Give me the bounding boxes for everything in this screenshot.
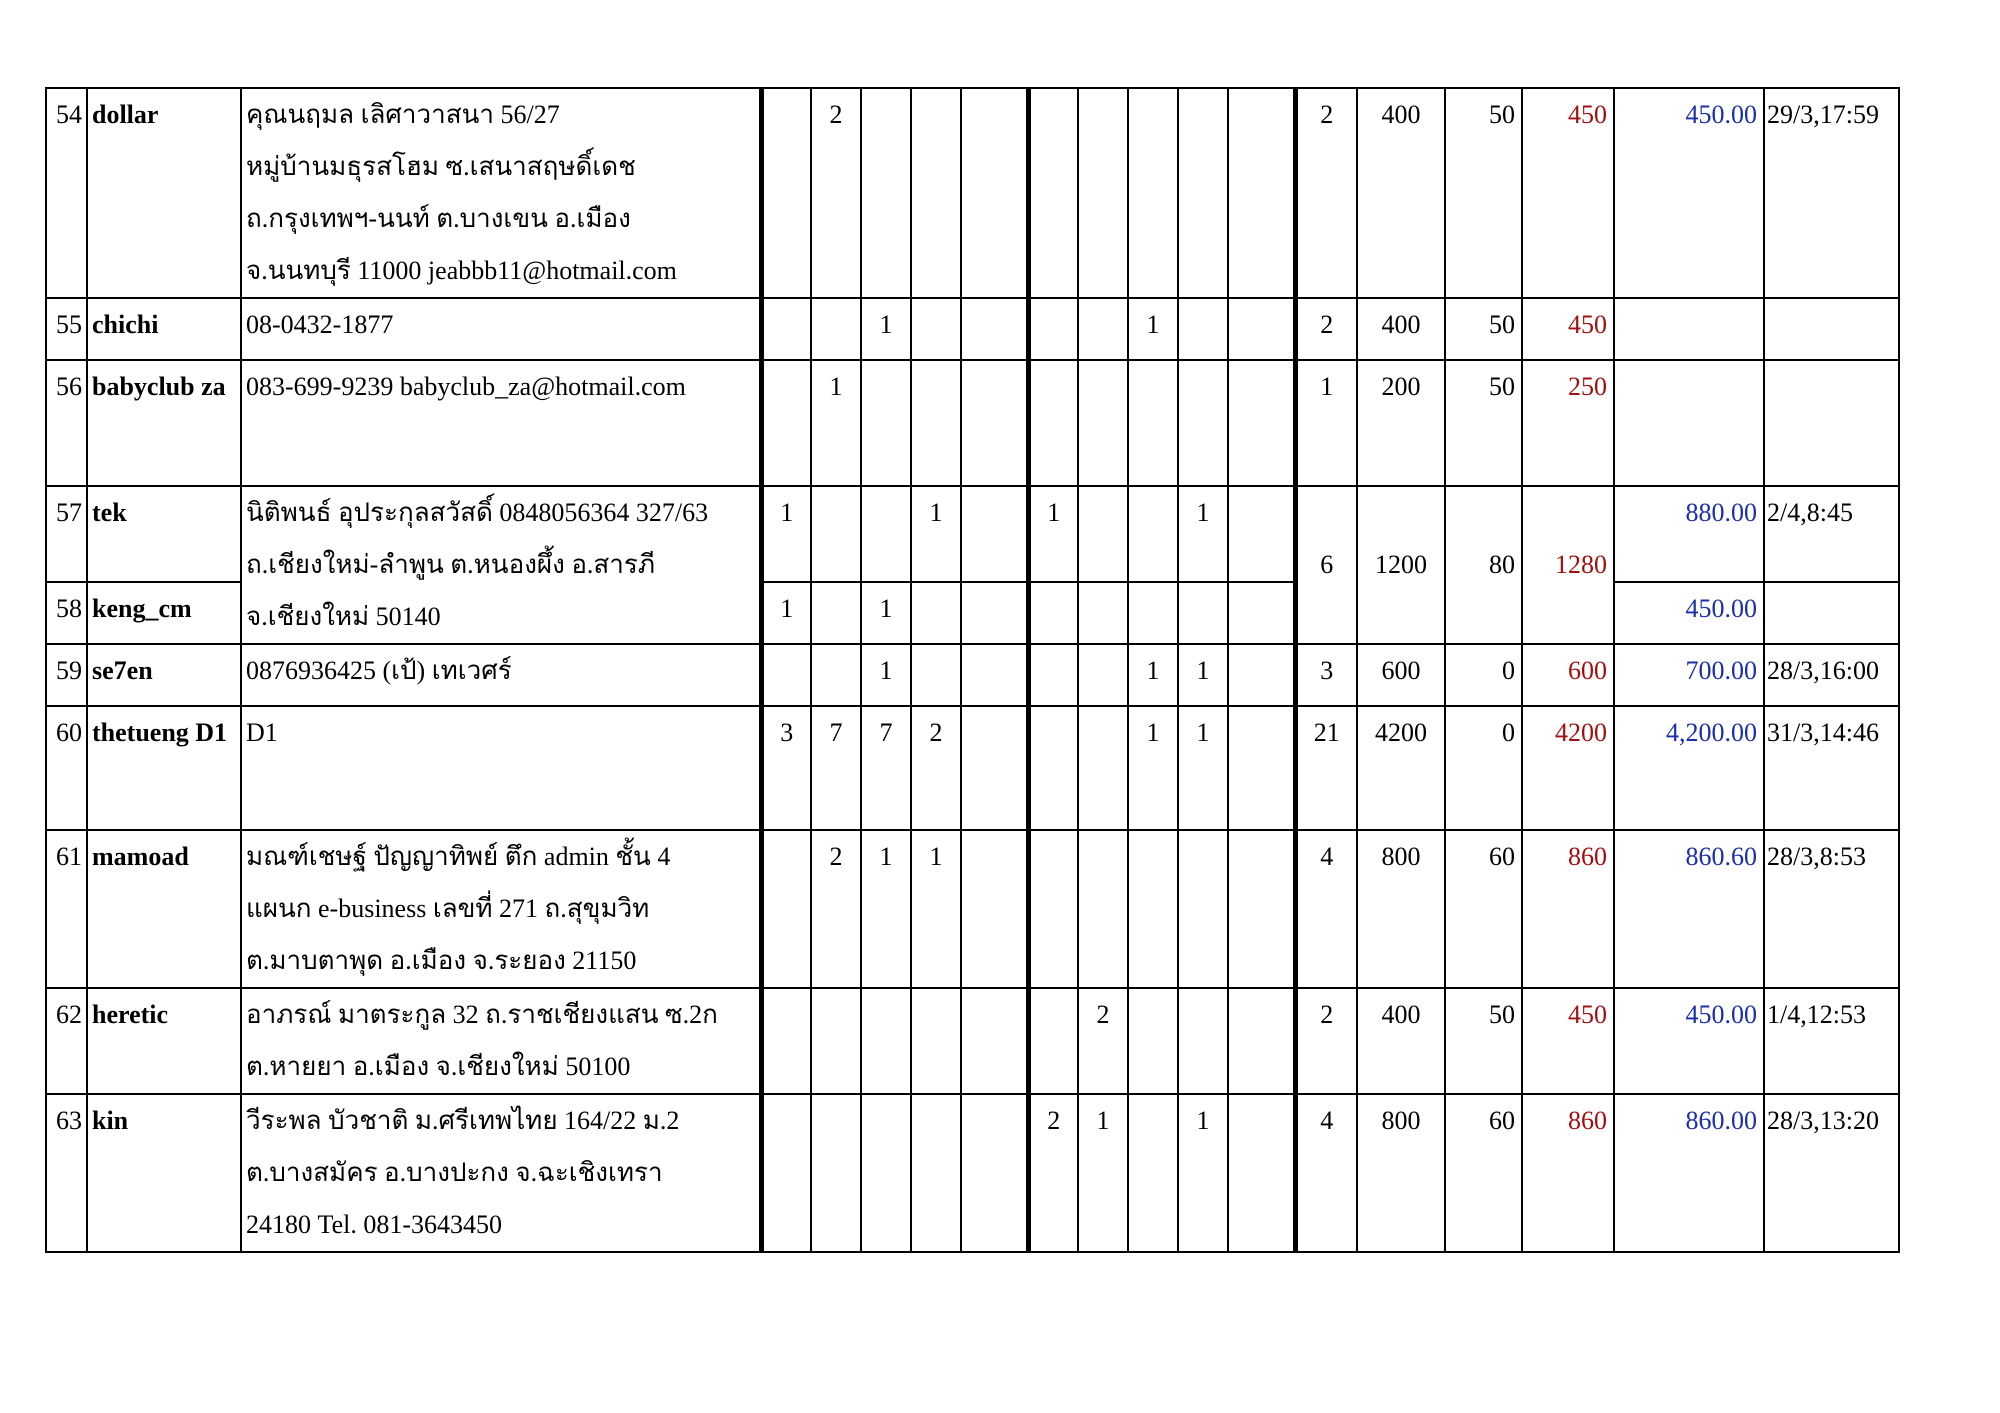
- qty-item-6-cell: [1028, 644, 1078, 706]
- qty-item-9-cell: 1: [1178, 486, 1228, 582]
- total-qty-cell: 4: [1295, 830, 1357, 988]
- qty-item-5-cell: [961, 360, 1028, 486]
- address-cell: 083-699-9239 babyclub_za@hotmail.com: [241, 360, 761, 486]
- qty-item-4-cell: [911, 298, 961, 360]
- shipping-cell: 50: [1445, 88, 1522, 298]
- qty-item-10-cell: [1228, 298, 1295, 360]
- qty-item-6-cell: [1028, 360, 1078, 486]
- qty-item-10-cell: [1228, 88, 1295, 298]
- price-cell: 200: [1357, 360, 1445, 486]
- qty-item-9-cell: [1178, 298, 1228, 360]
- paid-amount-cell: 860.60: [1614, 830, 1764, 988]
- payment-date-cell: 28/3,8:53: [1764, 830, 1899, 988]
- qty-item-4-cell: 1: [911, 486, 961, 582]
- qty-item-1-cell: 1: [761, 486, 811, 582]
- qty-item-1-cell: [761, 644, 811, 706]
- table-row: [46, 988, 1899, 1094]
- paid-amount-cell: 880.00: [1614, 486, 1764, 582]
- qty-item-1-cell: [761, 830, 811, 988]
- shipping-cell: 60: [1445, 1094, 1522, 1252]
- total-qty-cell: 2: [1295, 88, 1357, 298]
- qty-item-6-cell: [1028, 706, 1078, 830]
- shipping-cell: 60: [1445, 830, 1522, 988]
- qty-item-2-cell: 2: [811, 88, 861, 298]
- username-cell: mamoad: [87, 830, 241, 988]
- address-cell: นิติพนธ์ อุประกุลสวัสดิ์ 0848056364 327/63 ถ.เชียงใหม่-ลำพูน ต.หนองผึ้ง อ.สารภี จ.เชียงใหม่ 50140: [241, 486, 761, 644]
- total-qty-cell: 1: [1295, 360, 1357, 486]
- qty-item-4-cell: 2: [911, 706, 961, 830]
- qty-item-8-cell: [1128, 486, 1178, 582]
- qty-item-7-cell: [1078, 486, 1128, 582]
- qty-item-5-cell: [961, 582, 1028, 644]
- row-number: 58: [46, 582, 87, 644]
- total-qty-cell: 2: [1295, 298, 1357, 360]
- qty-item-1-cell: [761, 298, 811, 360]
- qty-item-7-cell: [1078, 360, 1128, 486]
- shipping-cell: 50: [1445, 360, 1522, 486]
- qty-item-9-cell: 1: [1178, 644, 1228, 706]
- price-cell: 800: [1357, 830, 1445, 988]
- address-cell: 0876936425 (เป้) เทเวศร์: [241, 644, 761, 706]
- paid-amount-cell: 450.00: [1614, 88, 1764, 298]
- qty-item-9-cell: [1178, 582, 1228, 644]
- qty-item-3-cell: [861, 1094, 911, 1252]
- paid-amount-cell: 700.00: [1614, 644, 1764, 706]
- username-cell: thetueng D1: [87, 706, 241, 830]
- qty-item-6-cell: [1028, 88, 1078, 298]
- grand-total-cell: 860: [1522, 1094, 1614, 1252]
- qty-item-7-cell: [1078, 582, 1128, 644]
- address-cell: D1: [241, 706, 761, 830]
- paid-amount-cell: [1614, 298, 1764, 360]
- qty-item-3-cell: [861, 988, 911, 1094]
- address-cell: มณฑ์เชษฐ์ ปัญญาทิพย์ ตึก admin ชั้น 4 แผนก e-business เลขที่ 271 ถ.สุขุมวิท ต.มาบตาพุด อ.เมือง จ.ระยอง 21150: [241, 830, 761, 988]
- qty-item-8-cell: 1: [1128, 298, 1178, 360]
- qty-item-6-cell: [1028, 298, 1078, 360]
- paid-amount-cell: [1614, 360, 1764, 486]
- qty-item-9-cell: 1: [1178, 706, 1228, 830]
- qty-item-8-cell: [1128, 360, 1178, 486]
- qty-item-10-cell: [1228, 360, 1295, 486]
- paid-amount-cell: 860.00: [1614, 1094, 1764, 1252]
- total-qty-cell: 2: [1295, 988, 1357, 1094]
- orders-table: [45, 87, 1900, 1253]
- payment-date-cell: [1764, 360, 1899, 486]
- qty-item-9-cell: [1178, 988, 1228, 1094]
- qty-item-5-cell: [961, 298, 1028, 360]
- qty-item-9-cell: [1178, 360, 1228, 486]
- qty-item-4-cell: [911, 582, 961, 644]
- payment-date-cell: 2/4,8:45: [1764, 486, 1899, 582]
- qty-item-10-cell: [1228, 988, 1295, 1094]
- qty-item-4-cell: 1: [911, 830, 961, 988]
- paid-amount-cell: 4,200.00: [1614, 706, 1764, 830]
- grand-total-cell: 4200: [1522, 706, 1614, 830]
- qty-item-3-cell: [861, 360, 911, 486]
- row-number: 63: [46, 1094, 87, 1252]
- qty-item-7-cell: 1: [1078, 1094, 1128, 1252]
- qty-item-6-cell: 1: [1028, 486, 1078, 582]
- qty-item-3-cell: [861, 88, 911, 298]
- qty-item-5-cell: [961, 706, 1028, 830]
- payment-date-cell: 28/3,13:20: [1764, 1094, 1899, 1252]
- username-cell: kin: [87, 1094, 241, 1252]
- qty-item-7-cell: [1078, 298, 1128, 360]
- grand-total-cell: 450: [1522, 988, 1614, 1094]
- grand-total-cell: 450: [1522, 88, 1614, 298]
- price-cell: 400: [1357, 988, 1445, 1094]
- table-row: [46, 830, 1899, 988]
- qty-item-2-cell: 1: [811, 360, 861, 486]
- qty-item-3-cell: [861, 486, 911, 582]
- row-number: 55: [46, 298, 87, 360]
- qty-item-5-cell: [961, 830, 1028, 988]
- table-row: [46, 360, 1899, 486]
- qty-item-2-cell: [811, 988, 861, 1094]
- grand-total-cell: 600: [1522, 644, 1614, 706]
- qty-item-4-cell: [911, 1094, 961, 1252]
- qty-item-4-cell: [911, 88, 961, 298]
- shipping-cell: 50: [1445, 988, 1522, 1094]
- qty-item-7-cell: [1078, 706, 1128, 830]
- shipping-cell: 80: [1445, 486, 1522, 644]
- qty-item-2-cell: 2: [811, 830, 861, 988]
- shipping-cell: 0: [1445, 644, 1522, 706]
- qty-item-5-cell: [961, 644, 1028, 706]
- address-cell: 08-0432-1877: [241, 298, 761, 360]
- qty-item-2-cell: [811, 1094, 861, 1252]
- qty-item-2-cell: [811, 486, 861, 582]
- price-cell: 400: [1357, 298, 1445, 360]
- paid-amount-cell: 450.00: [1614, 988, 1764, 1094]
- payment-date-cell: 29/3,17:59: [1764, 88, 1899, 298]
- table-row: [46, 644, 1899, 706]
- row-number: 54: [46, 88, 87, 298]
- qty-item-1-cell: [761, 1094, 811, 1252]
- qty-item-1-cell: 1: [761, 582, 811, 644]
- price-cell: 600: [1357, 644, 1445, 706]
- payment-date-cell: 31/3,14:46: [1764, 706, 1899, 830]
- qty-item-4-cell: [911, 360, 961, 486]
- payment-date-cell: [1764, 582, 1899, 644]
- qty-item-8-cell: 1: [1128, 706, 1178, 830]
- qty-item-10-cell: [1228, 582, 1295, 644]
- username-cell: dollar: [87, 88, 241, 298]
- grand-total-cell: 450: [1522, 298, 1614, 360]
- qty-item-3-cell: 7: [861, 706, 911, 830]
- price-cell: 400: [1357, 88, 1445, 298]
- qty-item-1-cell: [761, 360, 811, 486]
- payment-date-cell: [1764, 298, 1899, 360]
- qty-item-2-cell: [811, 298, 861, 360]
- total-qty-cell: 6: [1295, 486, 1357, 644]
- username-cell: se7en: [87, 644, 241, 706]
- qty-item-4-cell: [911, 644, 961, 706]
- qty-item-10-cell: [1228, 644, 1295, 706]
- row-number: 62: [46, 988, 87, 1094]
- grand-total-cell: 1280: [1522, 486, 1614, 644]
- username-cell: keng_cm: [87, 582, 241, 644]
- qty-item-10-cell: [1228, 706, 1295, 830]
- qty-item-10-cell: [1228, 1094, 1295, 1252]
- qty-item-3-cell: 1: [861, 298, 911, 360]
- total-qty-cell: 3: [1295, 644, 1357, 706]
- qty-item-6-cell: [1028, 830, 1078, 988]
- qty-item-8-cell: [1128, 582, 1178, 644]
- qty-item-3-cell: 1: [861, 830, 911, 988]
- qty-item-9-cell: 1: [1178, 1094, 1228, 1252]
- address-cell: คุณนฤมล เลิศาวาสนา 56/27 หมู่บ้านมธุรสโฮม ซ.เสนาสฤษดิ์เดช ถ.กรุงเทพฯ-นนท์ ต.บางเขน อ.เมือง จ.นนทบุรี 11000 jeabbb11@hotmail.com: [241, 88, 761, 298]
- table-row: [46, 298, 1899, 360]
- qty-item-6-cell: [1028, 988, 1078, 1094]
- qty-item-4-cell: [911, 988, 961, 1094]
- grand-total-cell: 860: [1522, 830, 1614, 988]
- qty-item-2-cell: [811, 644, 861, 706]
- qty-item-1-cell: [761, 88, 811, 298]
- table-row: [46, 88, 1899, 298]
- qty-item-10-cell: [1228, 830, 1295, 988]
- price-cell: 4200: [1357, 706, 1445, 830]
- qty-item-6-cell: 2: [1028, 1094, 1078, 1252]
- qty-item-7-cell: 2: [1078, 988, 1128, 1094]
- table-row: [46, 486, 1899, 582]
- table-row: [46, 1094, 1899, 1252]
- grand-total-cell: 250: [1522, 360, 1614, 486]
- qty-item-3-cell: 1: [861, 582, 911, 644]
- qty-item-3-cell: 1: [861, 644, 911, 706]
- price-cell: 800: [1357, 1094, 1445, 1252]
- row-number: 57: [46, 486, 87, 582]
- qty-item-5-cell: [961, 88, 1028, 298]
- shipping-cell: 50: [1445, 298, 1522, 360]
- qty-item-8-cell: 1: [1128, 644, 1178, 706]
- paid-amount-cell: 450.00: [1614, 582, 1764, 644]
- username-cell: heretic: [87, 988, 241, 1094]
- qty-item-6-cell: [1028, 582, 1078, 644]
- qty-item-5-cell: [961, 988, 1028, 1094]
- address-cell: วีระพล บัวชาติ ม.ศรีเทพไทย 164/22 ม.2 ต.บางสมัคร อ.บางปะกง จ.ฉะเชิงเทรา 24180 Tel. 081-3643450: [241, 1094, 761, 1252]
- qty-item-8-cell: [1128, 988, 1178, 1094]
- username-cell: tek: [87, 486, 241, 582]
- username-cell: chichi: [87, 298, 241, 360]
- shipping-cell: 0: [1445, 706, 1522, 830]
- username-cell: babyclub za: [87, 360, 241, 486]
- qty-item-7-cell: [1078, 644, 1128, 706]
- qty-item-1-cell: [761, 988, 811, 1094]
- qty-item-8-cell: [1128, 88, 1178, 298]
- row-number: 56: [46, 360, 87, 486]
- qty-item-8-cell: [1128, 1094, 1178, 1252]
- qty-item-2-cell: [811, 582, 861, 644]
- price-cell: 1200: [1357, 486, 1445, 644]
- orders-table-body: [46, 88, 1899, 1252]
- qty-item-5-cell: [961, 486, 1028, 582]
- qty-item-1-cell: 3: [761, 706, 811, 830]
- total-qty-cell: 4: [1295, 1094, 1357, 1252]
- table-row: [46, 706, 1899, 830]
- qty-item-10-cell: [1228, 486, 1295, 582]
- qty-item-5-cell: [961, 1094, 1028, 1252]
- row-number: 59: [46, 644, 87, 706]
- qty-item-7-cell: [1078, 830, 1128, 988]
- qty-item-2-cell: 7: [811, 706, 861, 830]
- row-number: 60: [46, 706, 87, 830]
- total-qty-cell: 21: [1295, 706, 1357, 830]
- address-cell: อาภรณ์ มาตระกูล 32 ถ.ราชเชียงแสน ซ.2ก ต.หายยา อ.เมือง จ.เชียงใหม่ 50100: [241, 988, 761, 1094]
- qty-item-7-cell: [1078, 88, 1128, 298]
- qty-item-8-cell: [1128, 830, 1178, 988]
- qty-item-9-cell: [1178, 88, 1228, 298]
- qty-item-9-cell: [1178, 830, 1228, 988]
- row-number: 61: [46, 830, 87, 988]
- payment-date-cell: 1/4,12:53: [1764, 988, 1899, 1094]
- payment-date-cell: 28/3,16:00: [1764, 644, 1899, 706]
